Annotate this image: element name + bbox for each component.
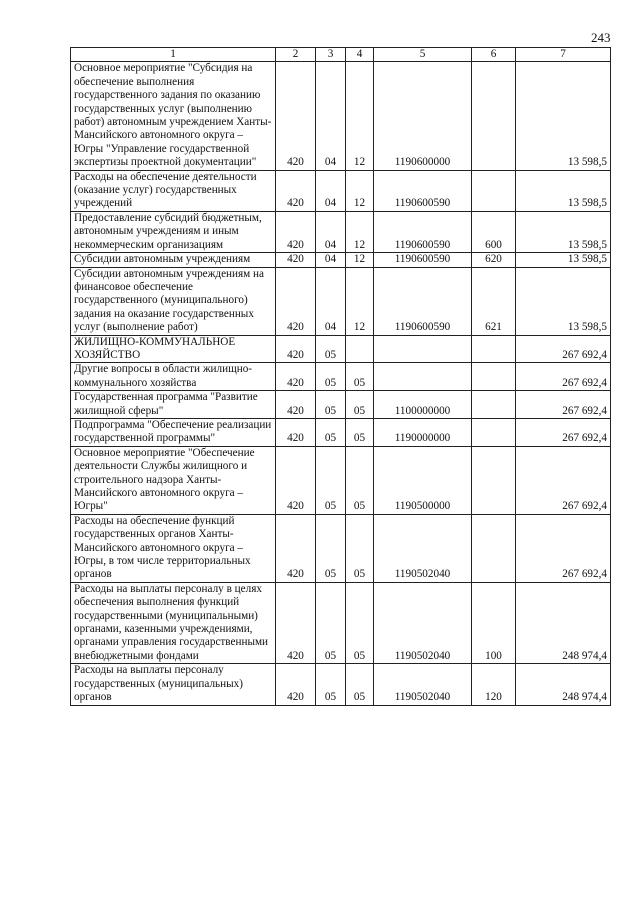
expense-type-cell <box>472 514 516 582</box>
subsection-cell: 05 <box>346 582 374 663</box>
table-row <box>71 335 611 363</box>
ved-cell: 420 <box>276 514 316 582</box>
section-cell: 04 <box>316 211 346 252</box>
amount-cell: 267 692,4 <box>516 446 611 514</box>
target-article-cell <box>374 335 472 363</box>
subsection-cell: 05 <box>346 363 374 391</box>
page-number: 243 <box>591 30 611 45</box>
amount-cell: 13 598,5 <box>516 267 611 335</box>
section-cell: 05 <box>316 363 346 391</box>
expense-type-cell <box>472 363 516 391</box>
subsection-cell: 12 <box>346 170 374 211</box>
expense-type-cell <box>472 62 516 170</box>
expense-type-cell: 620 <box>472 253 516 267</box>
expense-type-cell: 120 <box>472 664 516 705</box>
row-name-cell: Расходы на обеспечение функций государственных органов Ханты-Мансийского автономного округа – Югры, в том числе территориальных органов <box>71 514 276 582</box>
table-row <box>71 253 611 267</box>
subsection-cell: 05 <box>346 391 374 419</box>
amount-cell: 13 598,5 <box>516 211 611 252</box>
row-name-cell: Подпрограмма "Обеспечение реализации государственной программы" <box>71 418 276 446</box>
expense-type-cell: 600 <box>472 211 516 252</box>
ved-cell: 420 <box>276 446 316 514</box>
amount-cell: 267 692,4 <box>516 363 611 391</box>
header-cell: 5 <box>374 48 472 62</box>
expense-type-cell <box>472 418 516 446</box>
table-row <box>71 664 611 705</box>
ved-cell: 420 <box>276 582 316 663</box>
section-cell: 05 <box>316 391 346 419</box>
target-article-cell: 1190600590 <box>374 170 472 211</box>
expense-type-cell <box>472 335 516 363</box>
amount-cell: 13 598,5 <box>516 62 611 170</box>
table-row <box>71 514 611 582</box>
subsection-cell <box>346 335 374 363</box>
section-cell: 04 <box>316 253 346 267</box>
target-article-cell: 1190600000 <box>374 62 472 170</box>
amount-cell: 267 692,4 <box>516 514 611 582</box>
header-cell: 1 <box>71 48 276 62</box>
expense-type-cell <box>472 446 516 514</box>
target-article-cell: 1190502040 <box>374 514 472 582</box>
ved-cell: 420 <box>276 418 316 446</box>
header-cell: 3 <box>316 48 346 62</box>
target-article-cell: 1190000000 <box>374 418 472 446</box>
table-row <box>71 211 611 252</box>
table-row <box>71 582 611 663</box>
ved-cell: 420 <box>276 170 316 211</box>
ved-cell: 420 <box>276 62 316 170</box>
header-row <box>71 48 611 62</box>
row-name-cell: ЖИЛИЩНО-КОММУНАЛЬНОЕ ХОЗЯЙСТВО <box>71 335 276 363</box>
target-article-cell: 1190600590 <box>374 267 472 335</box>
amount-cell: 248 974,4 <box>516 664 611 705</box>
target-article-cell: 1190600590 <box>374 253 472 267</box>
ved-cell: 420 <box>276 267 316 335</box>
expense-type-cell: 100 <box>472 582 516 663</box>
table-row <box>71 62 611 170</box>
row-name-cell: Субсидии автономным учреждениям на финансовое обеспечение государственного (муниципального) задания на оказание государственных услуг (выполнение работ) <box>71 267 276 335</box>
row-name-cell: Основное мероприятие "Обеспечение деятельности Службы жилищного и строительного надзора Ханты-Мансийского автономного округа – Югры" <box>71 446 276 514</box>
header-cell: 6 <box>472 48 516 62</box>
subsection-cell: 12 <box>346 62 374 170</box>
subsection-cell: 05 <box>346 446 374 514</box>
subsection-cell: 05 <box>346 514 374 582</box>
amount-cell: 248 974,4 <box>516 582 611 663</box>
ved-cell: 420 <box>276 664 316 705</box>
subsection-cell: 05 <box>346 664 374 705</box>
row-name-cell: Субсидии автономным учреждениям <box>71 253 276 267</box>
header-cell: 7 <box>516 48 611 62</box>
subsection-cell: 12 <box>346 211 374 252</box>
ved-cell: 420 <box>276 391 316 419</box>
amount-cell: 267 692,4 <box>516 391 611 419</box>
subsection-cell: 05 <box>346 418 374 446</box>
table-row <box>71 267 611 335</box>
section-cell: 04 <box>316 62 346 170</box>
target-article-cell: 1100000000 <box>374 391 472 419</box>
section-cell: 04 <box>316 170 346 211</box>
section-cell: 05 <box>316 418 346 446</box>
target-article-cell: 1190502040 <box>374 582 472 663</box>
target-article-cell: 1190502040 <box>374 664 472 705</box>
amount-cell: 267 692,4 <box>516 418 611 446</box>
section-cell: 05 <box>316 582 346 663</box>
row-name-cell: Расходы на обеспечение деятельности (оказание услуг) государственных учреждений <box>71 170 276 211</box>
ved-cell: 420 <box>276 363 316 391</box>
amount-cell: 267 692,4 <box>516 335 611 363</box>
row-name-cell: Расходы на выплаты персоналу в целях обеспечения выполнения функций государственными (муниципальными) органами, казенными учреждениями, органами управления государственными внебюджетными фондами <box>71 582 276 663</box>
expense-type-cell <box>472 391 516 419</box>
ved-cell: 420 <box>276 211 316 252</box>
target-article-cell: 1190600590 <box>374 211 472 252</box>
header-cell: 4 <box>346 48 374 62</box>
row-name-cell: Государственная программа "Развитие жилищной сферы" <box>71 391 276 419</box>
header-cell: 2 <box>276 48 316 62</box>
table-row <box>71 170 611 211</box>
subsection-cell: 12 <box>346 267 374 335</box>
table-row <box>71 363 611 391</box>
row-name-cell: Другие вопросы в области жилищно-коммунального хозяйства <box>71 363 276 391</box>
amount-cell: 13 598,5 <box>516 170 611 211</box>
target-article-cell <box>374 363 472 391</box>
row-name-cell: Предоставление субсидий бюджетным, автономным учреждениям и иным некоммерческим организациям <box>71 211 276 252</box>
expense-type-cell: 621 <box>472 267 516 335</box>
budget-table <box>70 47 611 706</box>
section-cell: 05 <box>316 514 346 582</box>
subsection-cell: 12 <box>346 253 374 267</box>
section-cell: 05 <box>316 664 346 705</box>
section-cell: 04 <box>316 267 346 335</box>
target-article-cell: 1190500000 <box>374 446 472 514</box>
section-cell: 05 <box>316 335 346 363</box>
row-name-cell: Расходы на выплаты персоналу государственных (муниципальных) органов <box>71 664 276 705</box>
amount-cell: 13 598,5 <box>516 253 611 267</box>
ved-cell: 420 <box>276 253 316 267</box>
section-cell: 05 <box>316 446 346 514</box>
table-row <box>71 391 611 419</box>
table-row <box>71 418 611 446</box>
ved-cell: 420 <box>276 335 316 363</box>
expense-type-cell <box>472 170 516 211</box>
row-name-cell: Основное мероприятие "Субсидия на обеспечение выполнения государственного задания по оказанию государственных услуг (выполнению работ) автономным учреждением Ханты-Мансийского автономного округа – Югры "Управление государственной экспертизы проектной документации" <box>71 62 276 170</box>
table-row <box>71 446 611 514</box>
